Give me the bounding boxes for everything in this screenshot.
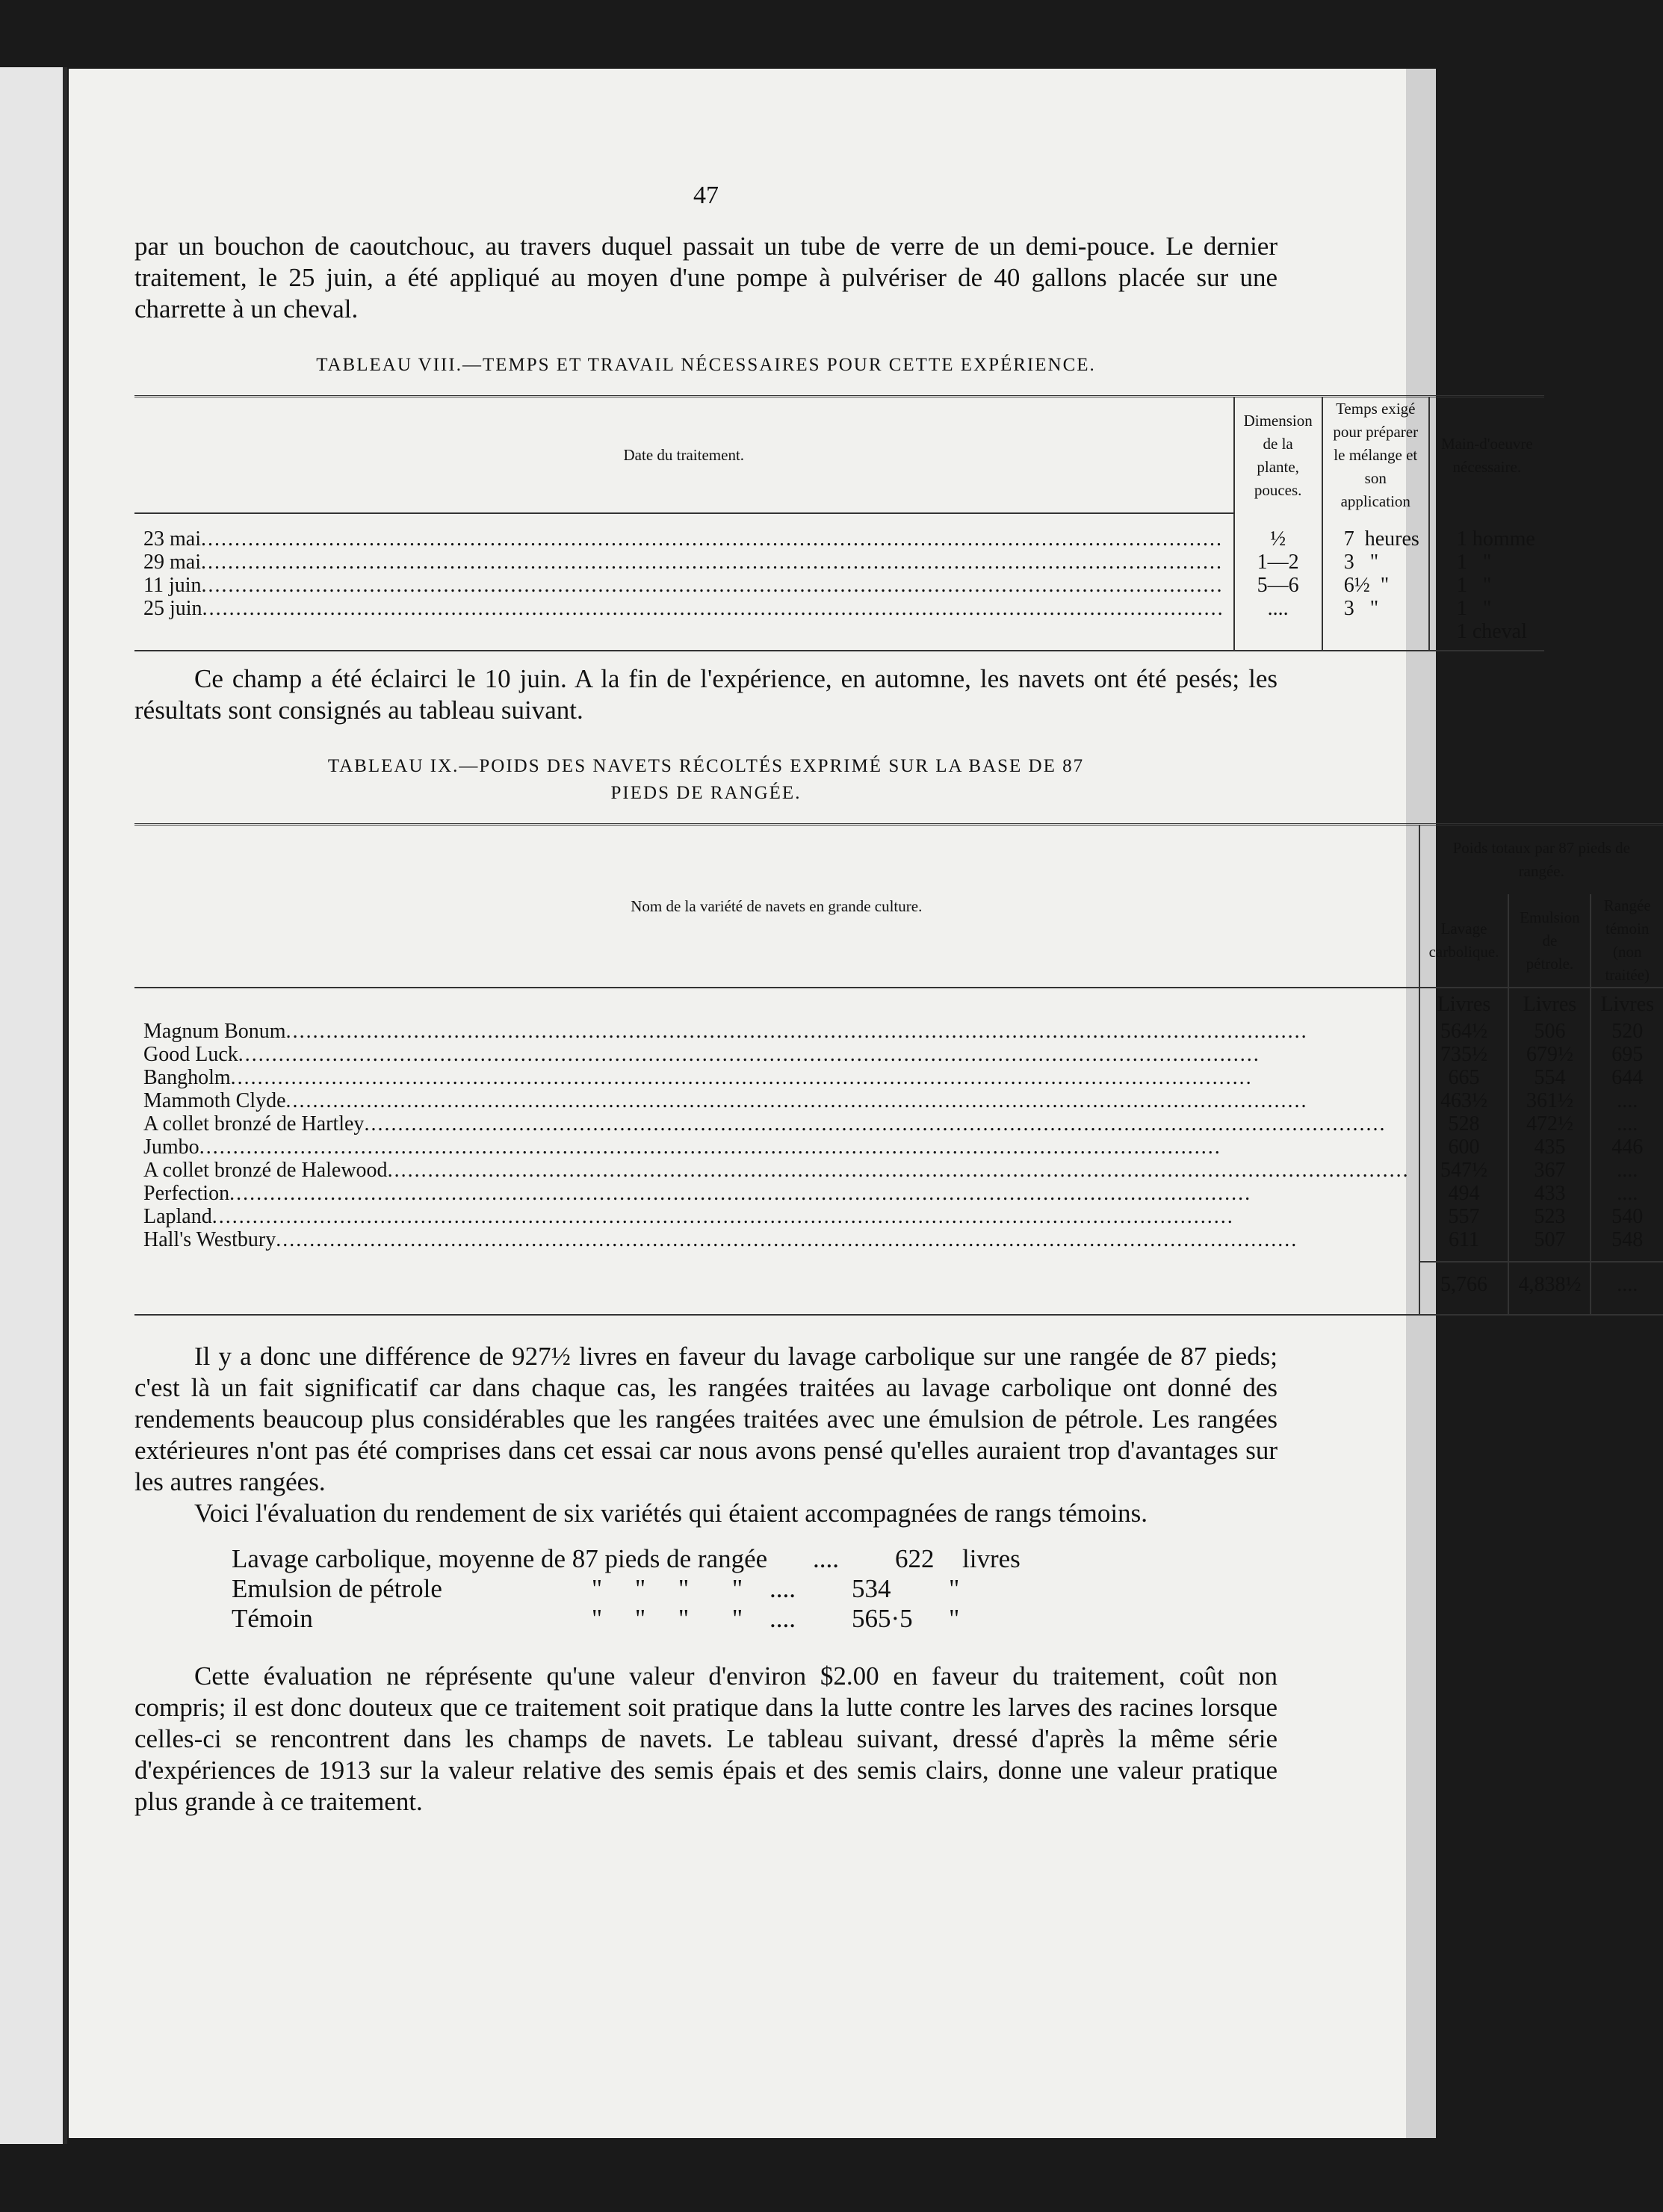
t9-temoin: 540 bbox=[1591, 1205, 1663, 1228]
t9-variety: Perfection bbox=[143, 1182, 230, 1205]
t9-total-lavage: 5,766 bbox=[1419, 1262, 1509, 1315]
table-row bbox=[134, 597, 1544, 620]
ditto: " bbox=[678, 1604, 690, 1633]
summary-unit: " bbox=[949, 1604, 960, 1633]
t9-lavage: 611 bbox=[1419, 1228, 1509, 1262]
ditto: " bbox=[591, 1574, 603, 1603]
summary-label: Emulsion de pétrole bbox=[232, 1574, 442, 1603]
ditto: " bbox=[634, 1604, 646, 1633]
t8-dim: .... bbox=[1234, 597, 1322, 620]
ditto: " bbox=[731, 1574, 743, 1603]
ditto: " bbox=[634, 1574, 646, 1603]
t8-labor: 1 " bbox=[1429, 551, 1544, 574]
t9-variety: Lapland bbox=[143, 1205, 212, 1228]
t9-lavage: 735½ bbox=[1419, 1043, 1509, 1066]
t8-dim: 5—6 bbox=[1234, 574, 1322, 597]
summary-value: 622 bbox=[895, 1544, 935, 1573]
paragraph-3: Il y a donc une différence de 927½ livres en faveur du lavage carbolique sur une rangée de 87 pieds; c'est là un fait significatif car dans chaque cas, les rangées traitées au lavage carbolique ont donné des rendements beaucoup plus considérables que les rangées traitées avec une émulsion de pétrole. Les rangées extérieures n'ont pas été comprises dans cet essai car nous avons pensé qu'elles auraient trop d'avantages sur les autres rangées. bbox=[134, 1342, 1278, 1496]
t9-lavage: 557 bbox=[1419, 1205, 1509, 1228]
t9-temoin: .... bbox=[1591, 1112, 1663, 1136]
summary-label: Témoin bbox=[232, 1604, 313, 1633]
page-number: 47 bbox=[693, 182, 719, 209]
ditto: " bbox=[731, 1604, 743, 1633]
t8-extra-labor: 1 cheval bbox=[1429, 620, 1544, 651]
t9-total-emulsion: 4,838½ bbox=[1508, 1262, 1591, 1315]
summary-unit: " bbox=[949, 1574, 960, 1603]
table9-caption-line1: TABLEAU IX.—POIDS DES NAVETS RÉCOLTÉS EXPRIMÉ SUR LA BASE DE 87 bbox=[327, 756, 1085, 776]
table-row bbox=[134, 1136, 1663, 1159]
t9-variety: Hall's Westbury bbox=[143, 1228, 276, 1251]
yield-summary bbox=[232, 1544, 1278, 1634]
t9-header-group: Poids totaux par 87 pieds de rangée. bbox=[1419, 825, 1663, 895]
t8-labor: 1 " bbox=[1429, 597, 1544, 620]
table-row bbox=[134, 1043, 1663, 1066]
summary-label: Lavage carbolique, moyenne de 87 pieds de rangée bbox=[232, 1544, 768, 1573]
t9-emulsion: 507 bbox=[1508, 1228, 1591, 1262]
summary-value: 565·5 bbox=[852, 1604, 913, 1633]
summary-unit: livres bbox=[962, 1544, 1021, 1573]
t8-date: 23 mai bbox=[143, 527, 201, 551]
table-row bbox=[134, 551, 1544, 574]
t9-variety: Magnum Bonum bbox=[143, 1020, 286, 1043]
t9-temoin: .... bbox=[1591, 1182, 1663, 1205]
t9-emulsion: 435 bbox=[1508, 1136, 1591, 1159]
table9-caption bbox=[134, 753, 1278, 807]
summary-dots: .... bbox=[769, 1574, 796, 1603]
t9-lavage: 494 bbox=[1419, 1182, 1509, 1205]
summary-row bbox=[232, 1574, 1278, 1604]
page-content bbox=[134, 116, 1654, 1818]
t8-dim: ½ bbox=[1234, 527, 1322, 551]
summary-dots: .... bbox=[813, 1544, 839, 1573]
t8-date: 11 juin bbox=[143, 574, 202, 597]
t9-header-temoin: Rangée témoin (non traitée) bbox=[1591, 894, 1663, 988]
t8-time: 6½ " bbox=[1322, 574, 1429, 597]
t8-date: 25 juin bbox=[143, 597, 202, 620]
t9-emulsion: 554 bbox=[1508, 1066, 1591, 1089]
t8-dim: 1—2 bbox=[1234, 551, 1322, 574]
summary-dots: .... bbox=[769, 1604, 796, 1633]
t9-emulsion: 367 bbox=[1508, 1159, 1591, 1182]
t9-emulsion: 433 bbox=[1508, 1182, 1591, 1205]
summary-row bbox=[232, 1604, 1278, 1634]
t9-lavage: 528 bbox=[1419, 1112, 1509, 1136]
t9-lavage: 547½ bbox=[1419, 1159, 1509, 1182]
t9-variety: Mammoth Clyde bbox=[143, 1089, 286, 1112]
t8-date: 29 mai bbox=[143, 551, 201, 574]
t9-lavage: 463½ bbox=[1419, 1089, 1509, 1112]
table8-caption: TABLEAU VIII.—TEMPS ET TRAVAIL NÉCESSAIRES POUR CETTE EXPÉRIENCE. bbox=[316, 355, 1096, 375]
t8-header-date: Date du traitement. bbox=[134, 397, 1234, 514]
table-row bbox=[134, 1228, 1663, 1262]
table9-caption-line2: PIEDS DE RANGÉE. bbox=[610, 783, 802, 803]
ditto: " bbox=[678, 1574, 690, 1603]
t9-emulsion: 523 bbox=[1508, 1205, 1591, 1228]
t9-temoin: 644 bbox=[1591, 1066, 1663, 1089]
paragraph-4: Voici l'évaluation du rendement de six variétés qui étaient accompagnées de rangs témoins. bbox=[194, 1499, 1148, 1528]
table8 bbox=[134, 395, 1544, 651]
t8-time: 3 " bbox=[1322, 551, 1429, 574]
paragraph-2: Ce champ a été éclairci le 10 juin. A la fin de l'expérience, en automne, les navets ont été pesés; les résultats sont consignés au tableau suivant. bbox=[134, 664, 1278, 725]
t9-lavage: 665 bbox=[1419, 1066, 1509, 1089]
table-row bbox=[134, 1020, 1663, 1043]
intro-paragraph: par un bouchon de caoutchouc, au travers duquel passait un tube de verre de un demi-pouce. Le dernier traitement, le 25 juin, a été appliqué au moyen d'une pompe à pulvériser de 40 gallons placée sur une charrette à un cheval. bbox=[134, 232, 1278, 323]
table-row bbox=[134, 1182, 1663, 1205]
table-row bbox=[134, 1112, 1663, 1136]
t9-temoin: 548 bbox=[1591, 1228, 1663, 1262]
t9-header-variety: Nom de la variété de navets en grande culture. bbox=[134, 825, 1419, 988]
t8-header-time: Temps exigé pour préparer le mélange et son application bbox=[1322, 397, 1429, 514]
summary-value: 534 bbox=[852, 1574, 891, 1603]
t9-emulsion: 472½ bbox=[1508, 1112, 1591, 1136]
ditto: " bbox=[591, 1604, 603, 1633]
t9-temoin: .... bbox=[1591, 1159, 1663, 1182]
t8-time: 3 " bbox=[1322, 597, 1429, 620]
t9-temoin: .... bbox=[1591, 1089, 1663, 1112]
t9-emulsion: 361½ bbox=[1508, 1089, 1591, 1112]
t9-temoin: 446 bbox=[1591, 1136, 1663, 1159]
t9-lavage: 600 bbox=[1419, 1136, 1509, 1159]
t9-total-temoin: .... bbox=[1591, 1262, 1663, 1315]
summary-row bbox=[232, 1544, 1278, 1574]
table9 bbox=[134, 823, 1663, 1316]
t9-variety: A collet bronzé de Halewood bbox=[143, 1159, 388, 1182]
adjacent-page-edge bbox=[0, 67, 67, 2144]
t8-labor: 1 homme bbox=[1429, 527, 1544, 551]
t9-temoin: 520 bbox=[1591, 1020, 1663, 1043]
t9-unit: Livres bbox=[1591, 988, 1663, 1020]
t9-unit: Livres bbox=[1508, 988, 1591, 1020]
t9-emulsion: 679½ bbox=[1508, 1043, 1591, 1066]
t8-header-dimension: Dimension de la plante, pouces. bbox=[1234, 397, 1322, 514]
totals-row bbox=[134, 1262, 1663, 1315]
table-row bbox=[134, 1089, 1663, 1112]
table-row bbox=[134, 1205, 1663, 1228]
paragraph-5: Cette évaluation ne réprésente qu'une valeur d'environ $2.00 en faveur du traitement, coût non compris; il est donc douteux que ce traitement soit pratique dans la lutte contre les larves des racines lorsque celles-ci se rencontrent dans les champs de navets. Le tableau suivant, dressé d'après la même série d'expériences de 1913 sur la valeur relative des semis épais et des semis clairs, donne une valeur pratique plus grande à ce traitement. bbox=[134, 1661, 1278, 1816]
t8-spacer bbox=[134, 513, 1234, 527]
t9-variety: Good Luck bbox=[143, 1043, 238, 1066]
t9-lavage: 564½ bbox=[1419, 1020, 1509, 1043]
t9-emulsion: 506 bbox=[1508, 1020, 1591, 1043]
table-row bbox=[134, 527, 1544, 551]
table-row bbox=[134, 1159, 1663, 1182]
t9-temoin: 695 bbox=[1591, 1043, 1663, 1066]
table-row bbox=[134, 574, 1544, 597]
t9-header-lavage: Lavage carbolique. bbox=[1419, 894, 1509, 988]
t9-variety: Bangholm bbox=[143, 1066, 231, 1089]
t9-unit: Livres bbox=[1419, 988, 1509, 1020]
table-row bbox=[134, 1066, 1663, 1089]
t9-variety: A collet bronzé de Hartley bbox=[143, 1112, 365, 1136]
t8-header-labor: Main-d'oeuvre nécessaire. bbox=[1429, 397, 1544, 514]
t8-time: 7 heures bbox=[1322, 527, 1429, 551]
t9-variety: Jumbo bbox=[143, 1136, 199, 1159]
t9-header-emulsion: Emulsion de pétrole. bbox=[1508, 894, 1591, 988]
t8-labor: 1 " bbox=[1429, 574, 1544, 597]
